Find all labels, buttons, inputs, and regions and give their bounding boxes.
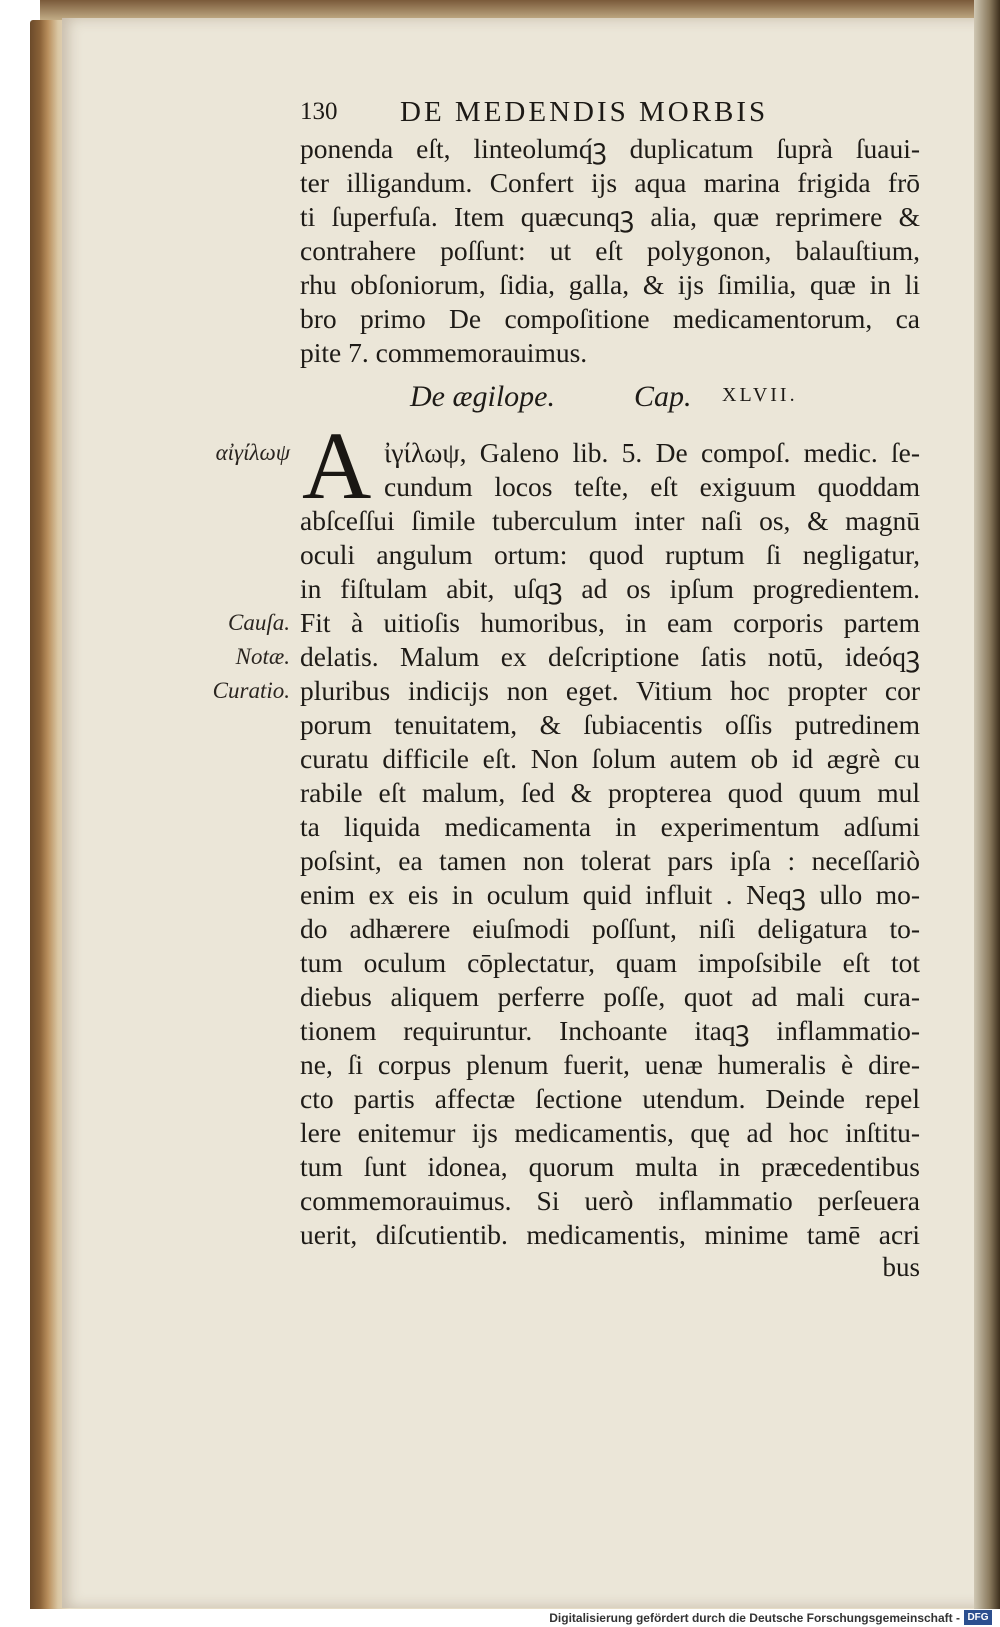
text-line: ta liquida medicamenta in experimentum adſumi [300, 811, 920, 842]
text-line: uerit, diſcutientib. medicamentis, minime tamē acri [300, 1219, 920, 1250]
text-line: curatu difficile eſt. Non ſolum autem ob id ægrè cu [300, 743, 920, 774]
footer-funding-note: Digitalisierung gefördert durch die Deutsche Forschungsgemeinschaft - [549, 1611, 960, 1625]
margin-note-notae: Notæ. [235, 644, 290, 669]
text-line: tionem requiruntur. Inchoante itaqꝫ inflammatio- [300, 1015, 920, 1046]
dfg-logo: DFG [964, 1610, 992, 1625]
running-title: DE MEDENDIS MORBIS [400, 96, 769, 128]
catchword: bus [882, 1252, 920, 1282]
text-line: commemorauimus. Si uerò inflammatio perſeuera [300, 1185, 920, 1216]
text-line: delatis. Malum ex deſcriptione ſatis notū, ideóqꝫ [300, 641, 920, 672]
text-line: oculi angulum ortum: quod ruptum ſi negligatur, [300, 539, 920, 570]
text-line: ponenda eſt, linteolumq́ꝫ duplicatum ſuprà ſuaui- [300, 133, 920, 164]
text-line: Fit à uitioſis humoribus, in eam corporis partem [300, 607, 920, 638]
initial-letter: A [302, 412, 372, 519]
text-line: cto partis affectæ ſectione utendum. Deinde repel [300, 1083, 920, 1114]
text-line: ἰγίλωψ, Galeno lib. 5. De compoſ. medic. ſe- [384, 437, 920, 468]
text-line: do adhærere eiuſmodi poſſunt, niſi deligatura to- [300, 913, 920, 944]
margin-note-greek: αἰγίλωψ [215, 440, 290, 465]
chapter-number: XLVII. [722, 384, 798, 406]
margin-note-causa: Cauſa. [228, 610, 290, 635]
text-line: bro primo De compoſitione medicamentorum, ca [300, 303, 920, 334]
text-line: lere enitemur ijs medicamentis, quę ad hoc inſtitu- [300, 1117, 920, 1148]
text-line: rhu obſoniorum, ſidia, galla, & ijs ſimilia, quæ in li [300, 269, 920, 300]
chapter-heading [410, 380, 830, 420]
text-line: tum oculum cōplectatur, quam impoſsibile eſt tot [300, 947, 920, 978]
footer-bar [0, 1609, 1000, 1627]
book-right-edge [974, 0, 1000, 1627]
margin-note-curatio: Curatio. [212, 678, 290, 703]
text-line: in fiſtulam abit, uſqꝫ ad os ipſum progredientem. [300, 573, 920, 604]
page-header [300, 96, 860, 136]
text-line: tum ſunt idonea, quorum multa in præcedentibus [300, 1151, 920, 1182]
text-line: ne, ſi corpus plenum fuerit, uenæ humeralis è dire- [300, 1049, 920, 1080]
text-line: poſsint, ea tamen non tolerat pars ipſa : neceſſariò [300, 845, 920, 876]
text-line: abſceſſui ſimile tuberculum inter naſi os, & magnū [300, 505, 920, 536]
text-line: pite 7. commemorauimus. [300, 337, 588, 368]
text-line: porum tenuitatem, & ſubiacentis oſſis putredinem [300, 709, 920, 740]
text-line: cundum locos teſte, eſt exiguum quoddam [384, 471, 920, 502]
chapter-title: De ægilope. [410, 380, 555, 413]
text-line: rabile eſt malum, ſed & propterea quod quum mul [300, 777, 920, 808]
text-line: contrahere poſſunt: ut eſt polygonon, balauſtium, [300, 235, 920, 266]
text-line: diebus aliquem perferre poſſe, quot ad mali cura- [300, 981, 920, 1012]
page-number: 130 [300, 98, 338, 125]
text-line: ti ſuperfuſa. Item quæcunqꝫ alia, quæ reprimere & [300, 201, 920, 232]
text-line: pluribus indicijs non eget. Vitium hoc propter cor [300, 675, 920, 706]
chapter-label: Cap. [634, 380, 692, 413]
text-line: enim ex eis in oculum quid influit . Neqꝫ ullo mo- [300, 879, 920, 910]
text-line: ter illigandum. Confert ijs aqua marina frigida frō [300, 167, 920, 198]
